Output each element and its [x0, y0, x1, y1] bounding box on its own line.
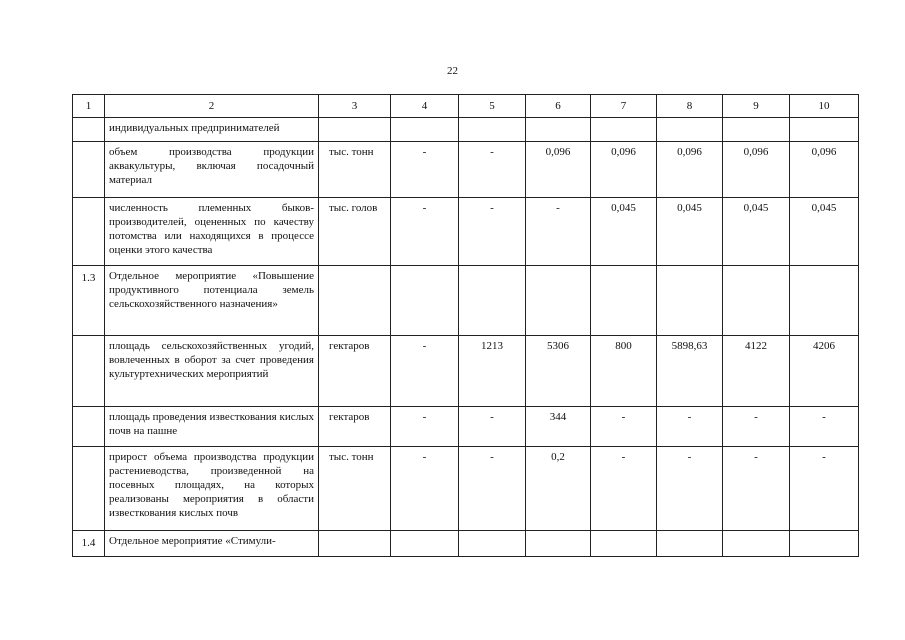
row-value: -: [723, 447, 790, 531]
row-value: -: [790, 447, 859, 531]
column-header: 6: [526, 95, 591, 118]
row-number: [73, 118, 105, 142]
row-value: -: [657, 407, 723, 447]
row-unit: [319, 531, 391, 557]
row-value: [790, 266, 859, 336]
row-unit: [319, 266, 391, 336]
row-value: -: [459, 198, 526, 266]
table-header-row: [73, 95, 859, 118]
column-header: 1: [73, 95, 105, 118]
page-number: 22: [447, 65, 458, 77]
row-value: [391, 266, 459, 336]
row-value: -: [591, 407, 657, 447]
column-header: 3: [319, 95, 391, 118]
column-header: 7: [591, 95, 657, 118]
row-value: 344: [526, 407, 591, 447]
row-value: [723, 266, 790, 336]
table-row: [73, 531, 859, 557]
row-value: [657, 266, 723, 336]
row-value: [591, 266, 657, 336]
table-row: [73, 266, 859, 336]
row-value: -: [723, 407, 790, 447]
row-value: 0,045: [723, 198, 790, 266]
row-value: [526, 531, 591, 557]
row-description: объем производства продукции аквакультуры, включая посадочный материал: [105, 142, 319, 198]
row-value: 1213: [459, 336, 526, 407]
row-value: [790, 531, 859, 557]
row-value: -: [391, 407, 459, 447]
row-value: [657, 531, 723, 557]
row-unit: тыс. тонн: [319, 142, 391, 198]
row-number: [73, 198, 105, 266]
row-value: [723, 531, 790, 557]
indicators-table: [72, 94, 859, 557]
column-header: 10: [790, 95, 859, 118]
row-unit: тыс. тонн: [319, 447, 391, 531]
row-value: 0,096: [657, 142, 723, 198]
row-value: 5898,63: [657, 336, 723, 407]
row-number: [73, 447, 105, 531]
row-value: 0,045: [790, 198, 859, 266]
column-header: 8: [657, 95, 723, 118]
table-row: [73, 198, 859, 266]
row-value: [391, 118, 459, 142]
row-value: [790, 118, 859, 142]
row-value: [391, 531, 459, 557]
row-value: -: [657, 447, 723, 531]
row-number: [73, 142, 105, 198]
row-value: -: [790, 407, 859, 447]
row-value: -: [391, 447, 459, 531]
row-value: -: [459, 447, 526, 531]
row-value: -: [391, 336, 459, 407]
row-value: 0,045: [657, 198, 723, 266]
row-value: [526, 118, 591, 142]
table-row: [73, 142, 859, 198]
row-description: площадь проведения известкования кислых почв на пашне: [105, 407, 319, 447]
row-value: 0,096: [526, 142, 591, 198]
row-value: -: [459, 407, 526, 447]
row-description: Отдельное мероприятие «Повышение продуктивного потенциала земель сельскохозяйственного назначения»: [105, 266, 319, 336]
row-number: 1.4: [73, 531, 105, 557]
row-value: 4122: [723, 336, 790, 407]
row-unit: гектаров: [319, 336, 391, 407]
row-number: 1.3: [73, 266, 105, 336]
row-value: 0,096: [723, 142, 790, 198]
row-value: [526, 266, 591, 336]
row-description: численность племенных быков-производителей, оцененных по качеству потомства или находящихся в процессе оценки этого качества: [105, 198, 319, 266]
row-value: [723, 118, 790, 142]
row-description: индивидуальных предпринимателей: [105, 118, 319, 142]
row-description: Отдельное мероприятие «Стимули-: [105, 531, 319, 557]
row-unit: [319, 118, 391, 142]
row-value: [591, 531, 657, 557]
row-unit: тыс. голов: [319, 198, 391, 266]
table-row: [73, 447, 859, 531]
row-value: 800: [591, 336, 657, 407]
row-value: -: [459, 142, 526, 198]
column-header: 4: [391, 95, 459, 118]
row-value: 4206: [790, 336, 859, 407]
row-value: 5306: [526, 336, 591, 407]
row-value: -: [526, 198, 591, 266]
row-value: -: [391, 198, 459, 266]
column-header: 2: [105, 95, 319, 118]
row-value: [657, 118, 723, 142]
row-description: площадь сельскохозяйственных угодий, вовлеченных в оборот за счет проведения культуртехнических мероприятий: [105, 336, 319, 407]
row-value: [459, 266, 526, 336]
table-row: [73, 407, 859, 447]
row-value: [459, 531, 526, 557]
row-value: 0,096: [591, 142, 657, 198]
row-value: -: [591, 447, 657, 531]
row-value: 0,2: [526, 447, 591, 531]
row-value: [591, 118, 657, 142]
row-value: -: [391, 142, 459, 198]
row-description: прирост объема производства продукции растениеводства, произведенной на посевных площадях, на которых реализованы мероприятия в области известкования кислых почв: [105, 447, 319, 531]
column-header: 5: [459, 95, 526, 118]
row-number: [73, 336, 105, 407]
column-header: 9: [723, 95, 790, 118]
row-unit: гектаров: [319, 407, 391, 447]
row-value: 0,096: [790, 142, 859, 198]
table-row: [73, 336, 859, 407]
row-value: [459, 118, 526, 142]
row-number: [73, 407, 105, 447]
table-row: [73, 118, 859, 142]
row-value: 0,045: [591, 198, 657, 266]
